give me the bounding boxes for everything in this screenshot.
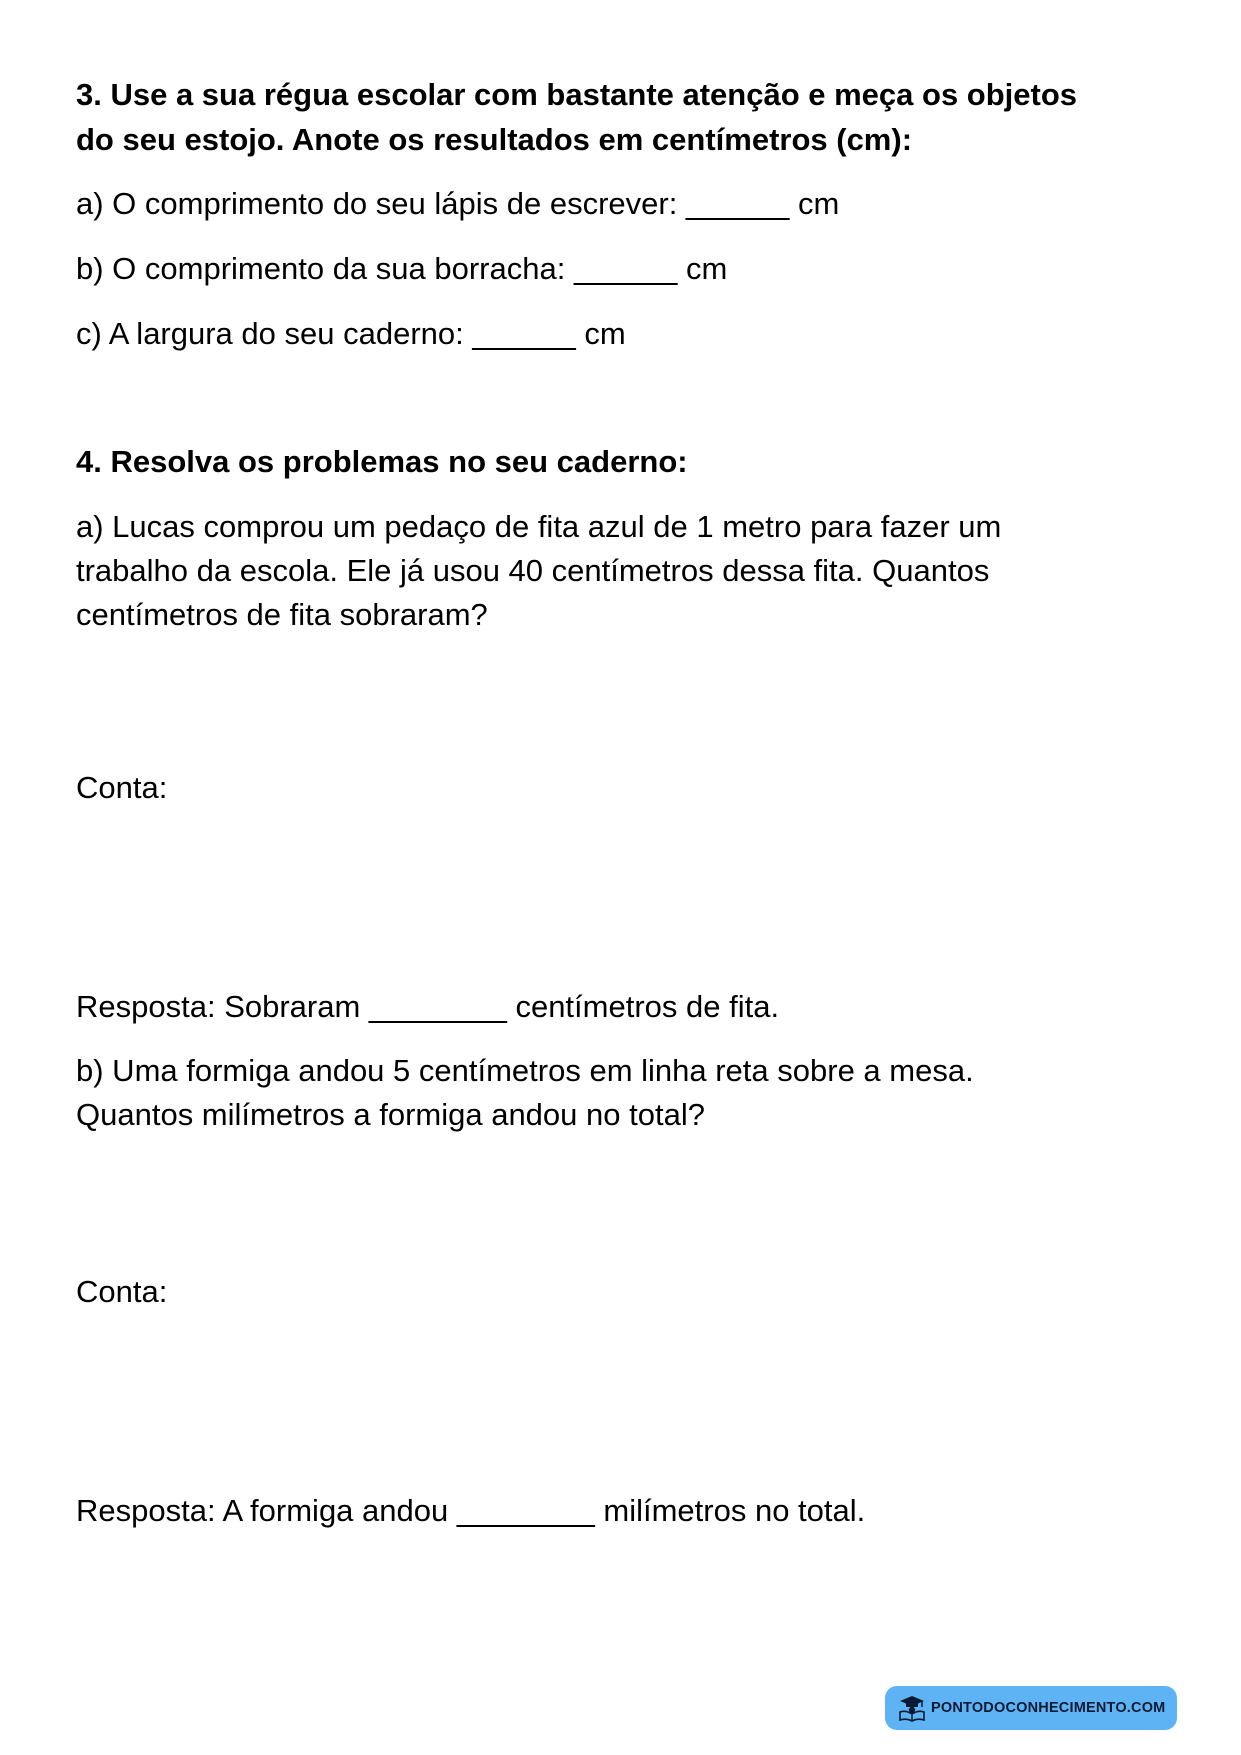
q4-title: 4. Resolva os problemas no seu caderno:: [76, 444, 688, 479]
q4-a-line3: centímetros de fita sobraram?: [76, 597, 488, 632]
q3-title-line2: do seu estojo. Anote os resultados em centímetros (cm):: [76, 122, 913, 157]
q4-a-conta: Conta:: [76, 770, 168, 805]
footer-logo-badge: [885, 1686, 1177, 1730]
q4-a-resposta: Resposta: Sobraram ________ centímetros de fita.: [76, 989, 780, 1024]
q3-item-c: c) A largura do seu caderno: ______ cm: [76, 316, 626, 351]
q3-title-line1: 3. Use a sua régua escolar com bastante atenção e meça os objetos: [76, 77, 1078, 112]
q4-b-line2: Quantos milímetros a formiga andou no total?: [76, 1097, 705, 1132]
q4-b-resposta: Resposta: A formiga andou ________ milímetros no total.: [76, 1493, 866, 1528]
q4-b-line1: b) Uma formiga andou 5 centímetros em linha reta sobre a mesa.: [76, 1053, 974, 1088]
q3-item-a: a) O comprimento do seu lápis de escrever: ______ cm: [76, 186, 840, 221]
footer-logo-text: PONTODOCONHECIMENTO.COM: [931, 1700, 1166, 1716]
q3-item-b: b) O comprimento da sua borracha: ______ cm: [76, 251, 728, 286]
q4-a-line2: trabalho da escola. Ele já usou 40 centímetros dessa fita. Quantos: [76, 553, 990, 588]
q4-a-line1: a) Lucas comprou um pedaço de fita azul de 1 metro para fazer um: [76, 509, 1002, 544]
q4-b-conta: Conta:: [76, 1274, 168, 1309]
graduation-book-icon: [897, 1693, 927, 1723]
